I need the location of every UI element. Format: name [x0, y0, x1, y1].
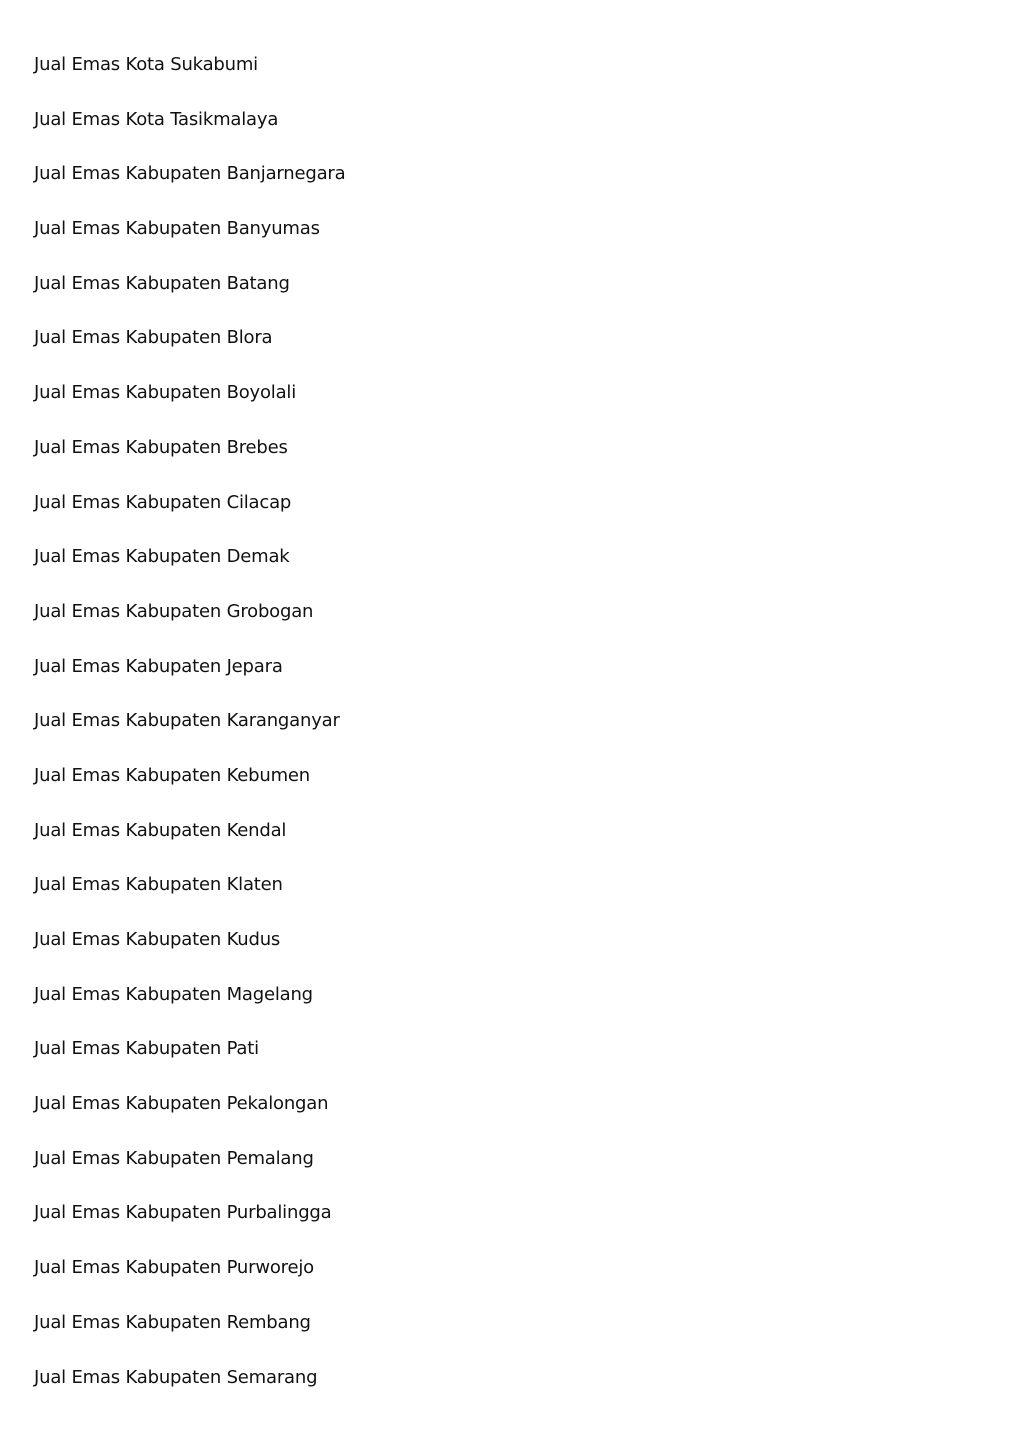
list-item: Jual Emas Kabupaten Cilacap — [34, 491, 292, 513]
list-item: Jual Emas Kabupaten Rembang — [34, 1311, 311, 1333]
list-item: Jual Emas Kabupaten Banyumas — [34, 218, 320, 240]
list-item: Jual Emas Kabupaten Semarang — [34, 1366, 318, 1388]
list-item: Jual Emas Kabupaten Banjarnegara — [34, 163, 346, 185]
list-item: Jual Emas Kabupaten Grobogan — [34, 600, 314, 622]
list-item: Jual Emas Kabupaten Boyolali — [34, 382, 297, 404]
list-item: Jual Emas Kabupaten Karanganyar — [34, 710, 340, 732]
list-item: Jual Emas Kabupaten Kebumen — [34, 764, 311, 786]
list-item: Jual Emas Kabupaten Purbalingga — [34, 1202, 332, 1224]
list-item: Jual Emas Kabupaten Jepara — [34, 655, 283, 677]
list-item: Jual Emas Kabupaten Klaten — [34, 874, 283, 896]
list-item: Jual Emas Kabupaten Pemalang — [34, 1147, 314, 1169]
list-item: Jual Emas Kabupaten Demak — [34, 546, 290, 568]
list-item: Jual Emas Kabupaten Brebes — [34, 436, 288, 458]
list-item: Jual Emas Kabupaten Pekalongan — [34, 1093, 329, 1115]
list-item: Jual Emas Kabupaten Pati — [34, 1038, 259, 1060]
list-item: Jual Emas Kabupaten Kudus — [34, 929, 281, 950]
list-item: Jual Emas Kota Sukabumi — [34, 54, 258, 75]
list-item: Jual Emas Kabupaten Purworejo — [34, 1257, 314, 1279]
list-item: Jual Emas Kabupaten Blora — [34, 327, 273, 349]
list-item: Jual Emas Kabupaten Magelang — [34, 983, 313, 1005]
list-item: Jual Emas Kabupaten Batang — [34, 272, 290, 294]
list-item: Jual Emas Kota Tasikmalaya — [34, 108, 279, 130]
entry-list — [34, 51, 345, 1418]
list-item: Jual Emas Kabupaten Kendal — [34, 819, 287, 841]
